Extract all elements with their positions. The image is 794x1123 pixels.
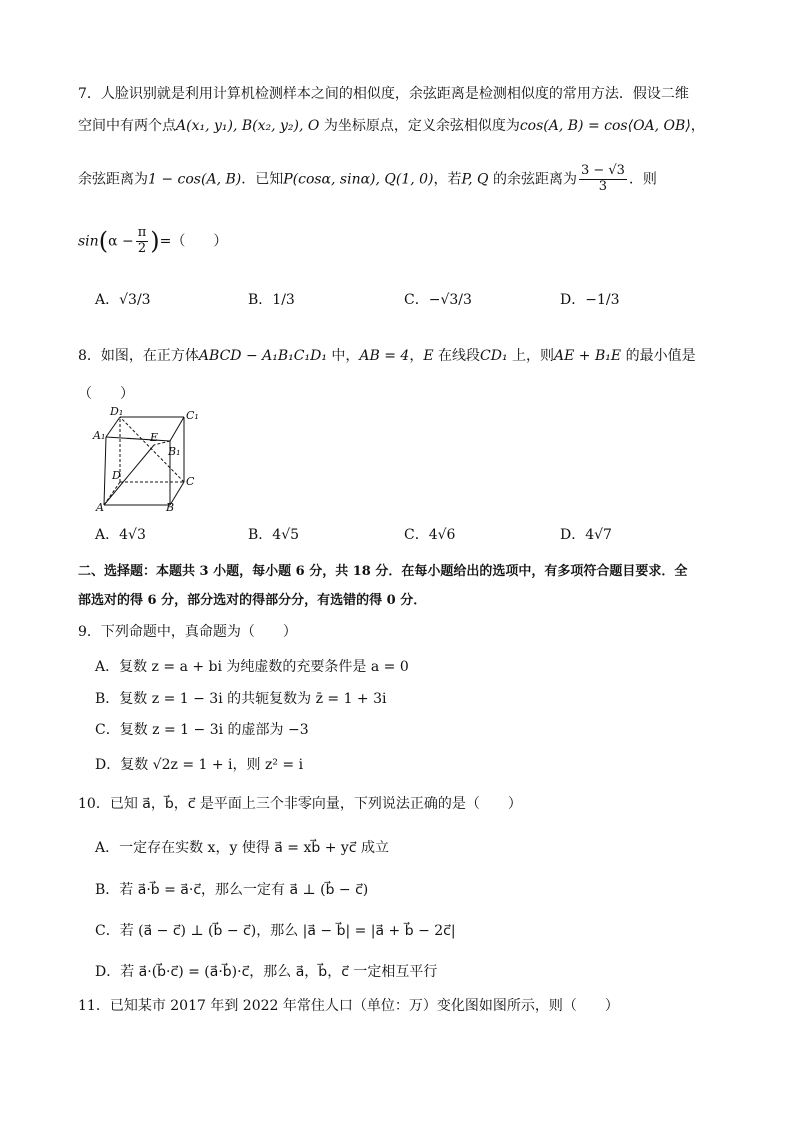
label-b: B: [166, 501, 175, 512]
q7-pi-over-2: $\frac{\pi}{2}$: [137, 225, 147, 256]
q7-fraction: $\frac{3 - √3}{3}$: [580, 163, 625, 194]
q8-text: 中，: [326, 348, 360, 364]
q8-line-1: [78, 348, 696, 365]
cube-figure: [92, 407, 202, 512]
q8-line-2: （ ）: [78, 386, 134, 402]
q7-option-a[interactable]: A．√3/3: [95, 292, 151, 308]
q8-text: 8．如图，在正方体: [78, 348, 199, 364]
q8-expression: AE + B₁E: [554, 348, 622, 364]
q8-point-e: E: [423, 348, 434, 364]
q7-option-c[interactable]: C．−√3/3: [404, 292, 472, 308]
label-a: A: [96, 501, 104, 512]
section-2-heading-cont: 部选对的得 6 分，部分选对的得部分分，有选错的得 0 分．: [78, 593, 427, 608]
q9-option-c[interactable]: C．复数 z = 1 − 3i 的虚部为 −3: [95, 722, 309, 738]
q10-option-b[interactable]: B．若 a⃗·b⃗ = a⃗·c⃗，那么一定有 a⃗ ⊥ (b⃗ − c⃗): [95, 882, 369, 898]
q7-text: ，若: [433, 171, 462, 188]
label-e: E: [150, 431, 159, 444]
label-c: C: [186, 475, 195, 488]
q8-option-b[interactable]: B．4√5: [248, 527, 300, 543]
q7-text: 的余弦距离为: [488, 171, 577, 188]
q7-line-1: 7．人脸识别就是利用计算机检测样本之间的相似度，余弦距离是检测相似度的常用方法．假设二维: [78, 86, 689, 102]
label-a1: A₁: [93, 429, 106, 442]
section-2-heading: 二、选择题：本题共 3 小题，每小题 6 分，共 18 分．在每小题给出的选项中，有多项符合题目要求．全: [78, 564, 688, 579]
q7-line-4: sin(α − $\frac{\pi}{2}$ )=（ ）: [78, 225, 228, 256]
q7-line-3: [78, 164, 657, 195]
q10-stem: 10．已知 a⃗，b⃗，c⃗ 是平面上三个非零向量，下列说法正确的是（ ）: [78, 796, 522, 812]
q7-cosine-definition: cos(A, B) = cos⟨OA, OB⟩: [519, 118, 691, 134]
q9-option-a[interactable]: A．复数 z = a + bi 为纯虚数的充要条件是 a = 0: [95, 659, 409, 675]
q9-option-b[interactable]: B．复数 z = 1 − 3i 的共轭复数为 z̄ = 1 + 3i: [95, 691, 387, 707]
edge-a1-a: [104, 437, 106, 505]
q7-points: A(x₁, y₁), B(x₂, y₂), O: [176, 118, 320, 134]
q7-text: 余弦距离为: [78, 171, 148, 188]
q10-option-c[interactable]: C．若 (a⃗ − c⃗) ⊥ (b⃗ − c⃗)，那么 |a⃗ − b⃗| = |a⃗ + b⃗ − 2c⃗|: [95, 923, 456, 939]
q8-segment: CD₁: [480, 348, 508, 364]
q9-option-d[interactable]: D．复数 √2z = 1 + i，则 z² = i: [95, 757, 304, 773]
q7-math: P, Q: [461, 171, 489, 188]
q8-option-a[interactable]: A．4√3: [95, 527, 146, 543]
edge-a1-b1: [106, 437, 170, 441]
q9-stem: 9．下列命题中，真命题为（ ）: [78, 624, 297, 640]
q8-text: ，: [409, 348, 424, 364]
q7-alpha: α −: [108, 233, 134, 250]
q7-sin: sin: [78, 233, 99, 250]
q7-math: P(cosα, sinα), Q(1, 0): [283, 171, 434, 188]
q8-cube-name: ABCD − A₁B₁C₁D₁: [198, 348, 327, 364]
q7-line-2: [78, 118, 705, 135]
q8-text: 在线段: [433, 348, 481, 364]
label-d: D: [112, 469, 121, 482]
q8-text: 的最小值是: [621, 348, 696, 364]
q8-edge-length: AB = 4: [359, 348, 410, 364]
q7-text: ，: [690, 118, 705, 134]
q7-option-d[interactable]: D．−1/3: [560, 292, 620, 308]
q10-option-a[interactable]: A．一定存在实数 x，y 使得 a⃗ = xb⃗ + yc⃗ 成立: [95, 840, 389, 856]
q11-stem: 11．已知某市 2017 年到 2022 年常住人口（单位：万）变化图如图所示，则（ ）: [78, 998, 619, 1014]
label-c1: C₁: [186, 409, 199, 422]
label-b1: B₁: [168, 445, 181, 458]
q7-text: 为坐标原点，定义余弦相似度为: [319, 118, 520, 134]
edge-d1-a1: [106, 417, 120, 437]
label-d1: D₁: [110, 407, 124, 418]
edge-b1-c1: [170, 417, 184, 441]
q7-option-b[interactable]: B．1/3: [248, 292, 295, 308]
q10-option-d[interactable]: D．若 a⃗·(b⃗·c⃗) = (a⃗·b⃗)·c⃗，那么 a⃗，b⃗，c⃗ 一定相互平行: [95, 964, 438, 980]
q7-text: =（ ）: [159, 233, 228, 250]
q8-option-c[interactable]: C．4√6: [404, 527, 456, 543]
q8-text: 上，则: [507, 348, 555, 364]
q7-math: 1 − cos(A, B): [148, 171, 242, 188]
q7-text: ．已知: [241, 171, 284, 188]
q7-text: 空间中有两个点: [78, 118, 176, 134]
q8-option-d[interactable]: D．4√7: [560, 527, 612, 543]
q7-text: ．则: [628, 171, 657, 188]
